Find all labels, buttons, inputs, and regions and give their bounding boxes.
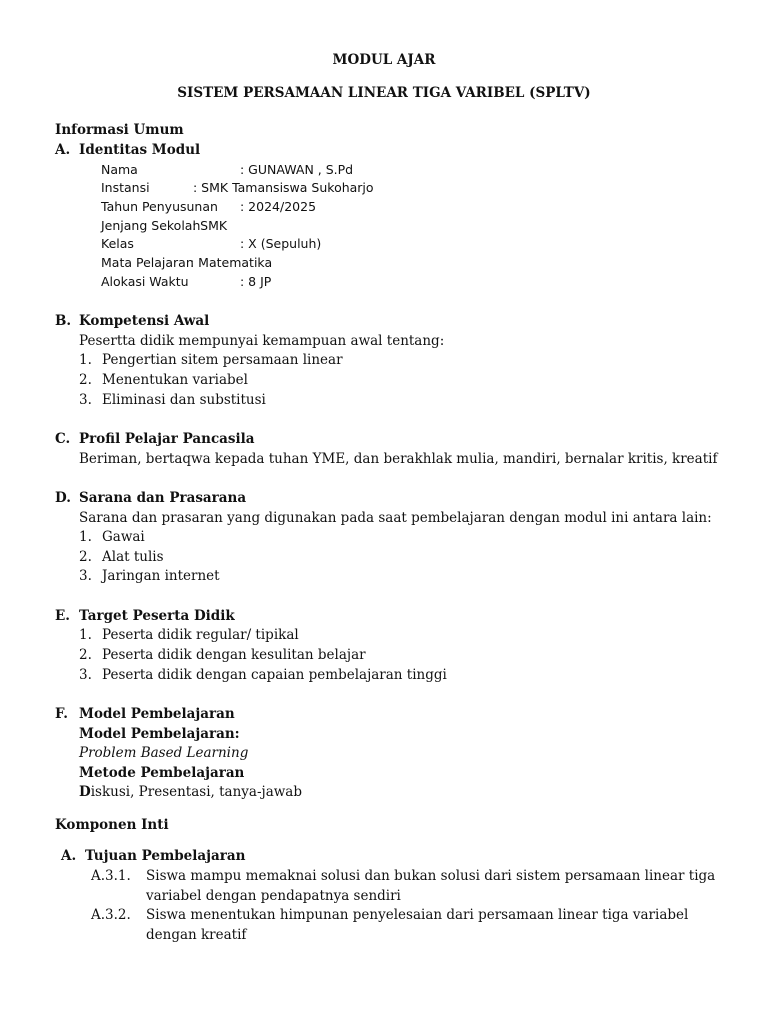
subsection-letter: B. xyxy=(55,313,72,329)
metode-value xyxy=(79,784,302,800)
metode-rest: iskusi, Presentasi, tanya-jawab xyxy=(90,784,302,800)
subsection-letter: C. xyxy=(55,431,71,447)
field-label-jenjang-sekolah: Jenjang Sekolah xyxy=(101,218,201,233)
paragraph-text: Pesertta didik mempunyai kemampuan awal tentang: xyxy=(79,333,445,349)
list-item: Menentukan variabel xyxy=(102,372,248,388)
field-label-alokasi-waktu: Alokasi Waktu xyxy=(101,274,189,289)
field-value-instansi: : SMK Tamansiswa Sukoharjo xyxy=(193,180,374,195)
field-value-mata-pelajaran: : Matematika xyxy=(190,255,273,270)
subsection-letter: E. xyxy=(55,608,70,624)
list-item: Eliminasi dan substitusi xyxy=(102,392,266,408)
model-label: Model Pembelajaran: xyxy=(79,726,240,742)
list-number: 2. xyxy=(79,549,92,565)
objective-code: A.3.1. xyxy=(91,868,131,884)
list-number: 3. xyxy=(79,568,92,584)
section-heading-komponen-inti: Komponen Inti xyxy=(55,817,169,833)
list-item: Peserta didik regular/ tipikal xyxy=(102,627,299,643)
list-number: 1. xyxy=(79,529,92,545)
list-item: Peserta didik dengan kesulitan belajar xyxy=(102,647,366,663)
subsection-letter: D. xyxy=(55,490,71,506)
field-label-mata-pelajaran: Mata Pelajaran xyxy=(101,255,194,270)
subsection-letter: A. xyxy=(61,848,77,864)
metode-label: Metode Pembelajaran xyxy=(79,765,245,781)
field-value-tahun-penyusunan: : 2024/2025 xyxy=(240,199,317,214)
field-value-nama: : GUNAWAN , S.Pd xyxy=(240,162,354,177)
list-item: Gawai xyxy=(102,529,145,545)
subsection-heading-identitas-modul: Identitas Modul xyxy=(79,142,201,158)
document-subtitle: SISTEM PERSAMAAN LINEAR TIGA VARIBEL (SPLTV) xyxy=(177,85,591,101)
model-value: Problem Based Learning xyxy=(79,745,249,761)
list-number: 1. xyxy=(79,352,92,368)
field-label-kelas: Kelas xyxy=(101,236,134,251)
field-label-tahun-penyusunan: Tahun Penyusunan xyxy=(101,199,218,214)
list-number: 3. xyxy=(79,667,92,683)
document-title: MODUL AJAR xyxy=(332,52,436,68)
section-heading-informasi-umum: Informasi Umum xyxy=(55,122,184,138)
paragraph-text: Beriman, bertaqwa kepada tuhan YME, dan berakhlak mulia, mandiri, bernalar kritis, kreatif xyxy=(79,451,718,467)
objective-text-line1: Siswa menentukan himpunan penyelesaian dari persamaan linear tiga variabel xyxy=(146,907,689,923)
subsection-heading-kompetensi-awal: Kompetensi Awal xyxy=(79,313,210,329)
list-item: Alat tulis xyxy=(102,549,164,565)
metode-first-letter: D xyxy=(79,784,91,800)
list-item: Peserta didik dengan capaian pembelajaran tinggi xyxy=(102,667,447,683)
list-item: Pengertian sitem persamaan linear xyxy=(102,352,343,368)
field-value-alokasi-waktu: : 8 JP xyxy=(240,274,272,289)
field-label-nama: Nama xyxy=(101,162,138,177)
subsection-heading-profil-pelajar: Profil Pelajar Pancasila xyxy=(79,431,255,447)
objective-text-line1: Siswa mampu memaknai solusi dan bukan solusi dari sistem persamaan linear tiga xyxy=(146,868,716,884)
list-number: 2. xyxy=(79,647,92,663)
subsection-letter: A. xyxy=(55,142,71,158)
field-label-instansi: Instansi xyxy=(101,180,150,195)
objective-text-line2: variabel dengan pendapatnya sendiri xyxy=(146,888,401,904)
subsection-heading-model-pembelajaran: Model Pembelajaran xyxy=(79,706,235,722)
list-number: 3. xyxy=(79,392,92,408)
list-number: 2. xyxy=(79,372,92,388)
objective-code: A.3.2. xyxy=(91,907,131,923)
paragraph-text: Sarana dan prasaran yang digunakan pada saat pembelajaran dengan modul ini antara lain: xyxy=(79,510,712,526)
subsection-heading-tujuan-pembelajaran: Tujuan Pembelajaran xyxy=(85,848,246,864)
list-number: 1. xyxy=(79,627,92,643)
list-item: Jaringan internet xyxy=(102,568,220,584)
field-value-jenjang-sekolah: : SMK xyxy=(192,218,228,233)
subsection-letter: F. xyxy=(55,706,68,722)
subsection-heading-target-peserta: Target Peserta Didik xyxy=(79,608,235,624)
objective-text-line2: dengan kreatif xyxy=(146,927,247,943)
field-value-kelas: : X (Sepuluh) xyxy=(240,236,322,251)
subsection-heading-sarana-prasarana: Sarana dan Prasarana xyxy=(79,490,247,506)
